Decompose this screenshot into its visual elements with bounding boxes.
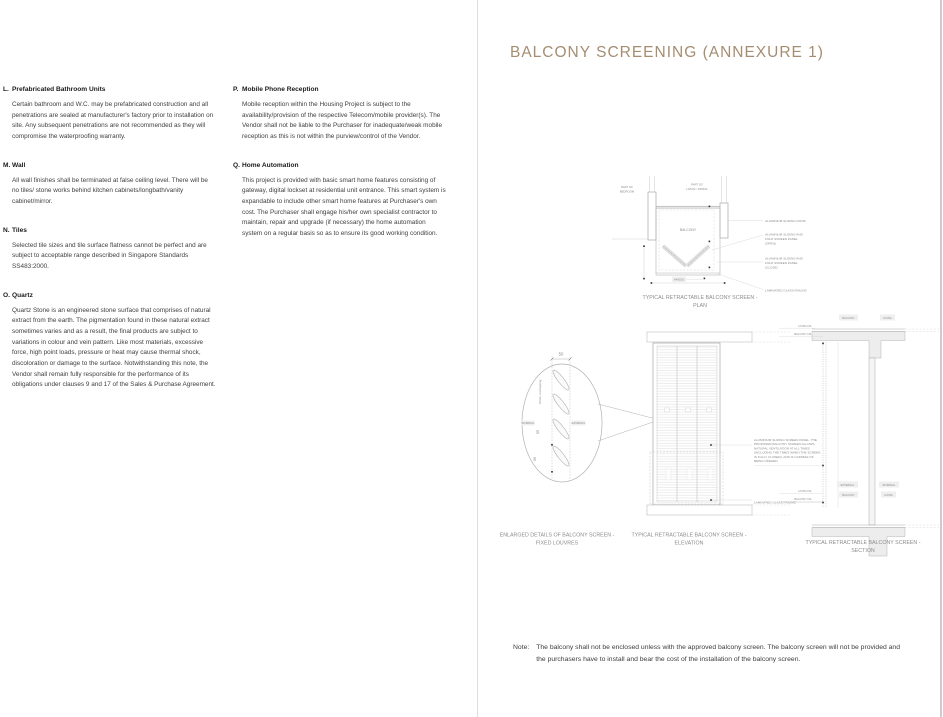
elevation-caption-line1: TYPICAL RETRACTABLE BALCONY SCREEN - (631, 532, 747, 539)
section-label-living-ffl-top: LIVING FFL (798, 324, 812, 328)
section-body: Mobile reception within the Housing Project is subject to the availability/provision of the respective Telecom/mobile provider(s). The Vendor shall not be liable to the Purchaser for inadequate/weak mobile reception as this is not within the purview/control of the Vendor. (242, 100, 443, 140)
section-id: M. (3, 161, 11, 169)
section-id: Q. (233, 161, 240, 169)
section-title: Mobile Phone Reception (242, 86, 319, 93)
section-home-automation (233, 162, 446, 240)
section-caption-line1: TYPICAL RETRACTABLE BALCONY SCREEN - (805, 540, 921, 546)
detail-label-overlap: 10mm overlapping (538, 379, 542, 405)
plan-label-panel-open-1: ALUMINIUM SLIDING AND (765, 232, 803, 237)
section-id: N. (3, 226, 10, 234)
section-mobile-phone-reception (233, 86, 446, 143)
section-body: Selected tile sizes and tile surface flatness cannot be perfect and are subject to acceptable range described in Singapore Standards SS483:2000. (12, 241, 207, 270)
section-caption-line2: SECTION (851, 548, 875, 554)
section-heading (3, 227, 216, 235)
plan-label-part-of-bedroom-2: BEDROOM (619, 189, 635, 194)
plan-caption-line2: PLAN (693, 303, 707, 309)
section-label-living-top: LIVING (883, 316, 892, 320)
footnote (513, 642, 900, 665)
section-heading (233, 86, 446, 94)
section-quartz (3, 292, 216, 391)
section-title: Wall (12, 161, 26, 169)
section-label-balcony-ffl-bottom: BALCONY FFL (794, 498, 812, 502)
detail-dim-60: 60 (533, 457, 537, 461)
footnote-text (536, 642, 900, 665)
detail-dim-55: 55 (536, 430, 540, 434)
elevation-note-line3: NATURAL VENTILATION AT ALL TIMES (754, 446, 810, 451)
plan-label-panel-close-3: (CLOSE) (765, 265, 778, 270)
elevation-note-line1: ALUMINIUM SLIDING SCREEN PANEL. THE (754, 438, 817, 442)
section-heading (3, 86, 216, 94)
section-label-external: EXTERNAL (840, 483, 855, 487)
section-body: Quartz Stone is an engineered stone surface that comprises of natural extract from the earth. The pigmentation found in these natural extract sometimes varies and as a result, the final products are subject to variations in colour and vein pattern. Like most materials, excessive force, high point loads, pressure or heat may cause thermal shock, discoloration or damage to the surface. Notwithstanding this note, the Vendor shall remain fully responsible for the performance of its obligations under clauses 9 and 17 of the Sales & Purchase Agreement. (12, 306, 216, 389)
plan-label-sliding-door: ALUMINIUM SLIDING DOOR (765, 219, 806, 223)
plan-label-part-of-living-2: LIVING / DINING (686, 187, 708, 191)
plan-drawing (612, 176, 807, 309)
detail-label-external: EXTERNAL (571, 422, 586, 426)
elevation-label-glass-railing: LAMINATED GLASS RAILING (754, 500, 796, 505)
left-text-column-2 (233, 86, 446, 259)
section-prefabricated-bathroom-units (3, 86, 216, 143)
elevation-drawing (632, 332, 823, 547)
detail-caption-line2: FIXED LOUVRES (535, 540, 579, 547)
section-id: L. (3, 86, 9, 93)
section-body: This project is provided with basic smart home features consisting of gateway, digital lockset at residential unit entrance. This smart system is expandable to include other smart home features at Purchaser's own cost. The Purchaser shall engage his/her own specialist contractor to maintain, repair and upgrade (if necessary) the home automation system on a regular basis so as to ensure its good working condition. (242, 176, 446, 237)
section-label-living-bottom: LIVING (884, 493, 893, 497)
plan-label-panel-open-3: (OPEN) (765, 241, 776, 246)
plan-label-panel-close-2: FOLD SCREEN PANEL (765, 261, 798, 265)
plan-label-balcony: BALCONY (679, 228, 697, 232)
elevation-caption-line2: ELEVATION (674, 540, 704, 547)
plan-caption-line1: TYPICAL RETRACTABLE BALCONY SCREEN - (642, 295, 758, 301)
section-tiles (3, 227, 216, 273)
section-label-balcony-ffl-top: BALCONY FFL (794, 332, 812, 336)
section-body: All wall finishes shall be terminated at false ceiling level. There will be no tiles/ stone works behind kitchen cabinets/longbath/vanity cabinet/mirror. (12, 176, 208, 205)
section-title: Quartz (12, 291, 33, 299)
elevation-note-line5: IS FULLY CLOSED), AND IS CAPABLE OF (754, 454, 814, 459)
elevation-note-line6: BEING OPENED (754, 459, 778, 463)
technical-drawings (490, 0, 943, 717)
section-heading (3, 162, 216, 170)
section-body: Certain bathroom and W.C. may be prefabricated construction and all penetrations are sealed at manufacturer's factory prior to installation on site. Any subsequent penetrations are not recommended as they will compromise the waterproofing warranty. (12, 100, 214, 140)
section-drawing (779, 315, 941, 557)
section-label-balcony-top: BALCONY (842, 316, 855, 320)
footnote-line1: The balcony shall not be enclosed unless with the approved balcony screen. The balcony screen will not be provided and (536, 644, 900, 651)
louvre-blades (551, 368, 571, 467)
left-text-column-1 (3, 86, 216, 410)
detail-dim-50: 50 (558, 351, 564, 357)
plan-label-part-of-bedroom: PART OF (621, 185, 633, 189)
plan-label-handle: HANDLE (673, 278, 685, 282)
section-heading (3, 292, 216, 300)
page-fold-divider (477, 0, 478, 717)
section-id: P. (233, 86, 239, 93)
page-title: BALCONY SCREENING (ANNEXURE 1) (510, 44, 824, 61)
footnote-label: Note: (513, 644, 530, 651)
footnote-line2: the purchasers have to install and bear the cost of the installation of the balcony screen. (536, 655, 801, 663)
elevation-note-line2: PROPOSED BALCONY SCREEN ALLOWS (754, 442, 815, 447)
plan-label-panel-close-1: ALUMINIUM SLIDING AND (765, 256, 803, 261)
plan-label-panel-open-2: FOLD SCREEN PANEL (765, 237, 798, 241)
detail-drawing (500, 352, 656, 547)
detail-caption-line1: ENLARGED DETAILS OF BALCONY SCREEN - (499, 532, 615, 539)
plan-label-glass-railing: LAMINATED GLASS RAILING (765, 288, 807, 293)
section-title: Home Automation (242, 161, 299, 169)
plan-label-part-of-living: PART OF (691, 182, 703, 187)
section-id: O. (3, 291, 10, 299)
detail-label-internal: INTERNAL (521, 422, 535, 426)
section-label-living-ffl-bottom: LIVING FFL (798, 490, 812, 494)
section-title: Prefabricated Bathroom Units (12, 86, 106, 93)
section-heading (233, 162, 446, 170)
section-wall (3, 162, 216, 208)
section-label-internal: INTERNAL (882, 483, 896, 487)
section-title: Tiles (12, 226, 27, 234)
elevation-note-line4: (INCLUDING THE TIMES WHEN THE SCREEN (754, 450, 821, 455)
section-label-balcony-bottom: BALCONY (842, 493, 855, 497)
